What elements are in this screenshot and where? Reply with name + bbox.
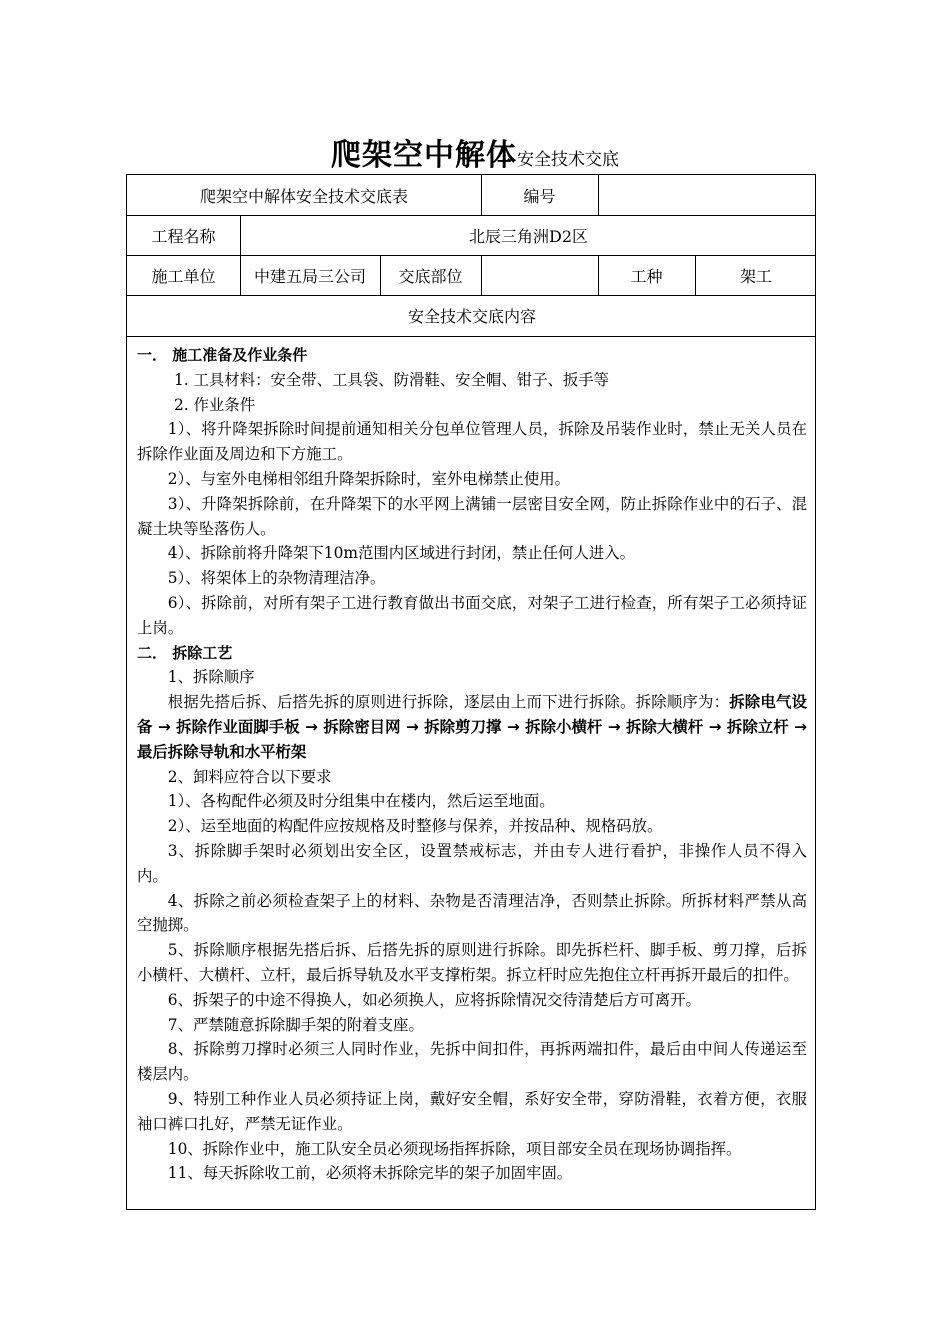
paragraph-text: 根据先搭后拆、后搭先拆的原则进行拆除，逐层由上而下进行拆除。拆除顺序为： <box>167 693 730 712</box>
paragraph: 9、特别工种作业人员必须持证上岗，戴好安全帽，系好安全带，穿防滑鞋，衣着方便，衣服袖口裤口扎好，严禁无证作业。 <box>137 1089 807 1133</box>
disclosure-table <box>126 174 816 1210</box>
paragraph: 2. 作业条件 <box>173 395 256 414</box>
paragraph: 1. 工具材料：安全带、工具袋、防滑鞋、安全帽、钳子、扳手等 <box>173 370 610 389</box>
paragraph: 10、拆除作业中，施工队安全员必须现场指挥拆除，项目部安全员在现场协调指挥。 <box>167 1139 742 1158</box>
number-value <box>598 175 817 215</box>
section-heading: 二． 拆除工艺 <box>137 643 233 662</box>
unit-value: 中建五局三公司 <box>253 266 366 286</box>
paragraph: 2）、与室外电梯相邻组升降架拆除时，室外电梯禁止使用。 <box>167 469 571 488</box>
row-divider <box>127 336 815 337</box>
paragraph: 2）、运至地面的构配件应按规格及时整修与保养，并按品种、规格码放。 <box>167 817 663 836</box>
form-name: 爬架空中解体安全技术交底表 <box>199 186 408 206</box>
paragraph: 2、卸料应符合以下要求 <box>167 767 332 786</box>
paragraph: 4）、拆除前将升降架下10m范围内区域进行封闭，禁止任何人进入。 <box>167 544 636 563</box>
location-label: 交底部位 <box>398 266 463 286</box>
trade-label: 工种 <box>630 266 663 286</box>
paragraph: 7、严禁随意拆除脚手架的附着支座。 <box>167 1015 424 1034</box>
project-value: 北辰三角洲D2区 <box>468 226 588 246</box>
unit-label: 施工单位 <box>151 266 216 286</box>
paragraph: 11、每天拆除收工前，必须将未拆除完毕的架子加固牢固。 <box>167 1164 573 1183</box>
paragraph: 1）、各构配件必须及时分组集中在楼内，然后运至地面。 <box>167 792 555 811</box>
content-header: 安全技术交底内容 <box>407 307 536 326</box>
location-value <box>481 255 598 295</box>
title-main: 爬架空中解体 <box>331 138 517 173</box>
disclosure-content <box>137 343 807 1186</box>
paragraph: 4、拆除之前必须检查架子上的材料、杂物是否清理洁净，否则禁止拆除。所拆材料严禁从高空抛掷。 <box>137 891 807 935</box>
paragraph: 6、拆架子的中途不得换人，如必须换人，应将拆除情况交待清楚后方可离开。 <box>167 990 701 1009</box>
paragraph: 3）、升降架拆除前，在升降架下的水平网上满铺一层密目安全网，防止拆除作业中的石子、混凝土块等坠落伤人。 <box>137 494 807 538</box>
document-title <box>0 130 950 174</box>
paragraph: 3、拆除脚手架时必须划出安全区，设置禁戒标志，并由专人进行看护，非操作人员不得入内。 <box>137 841 807 885</box>
removal-sequence: 拆除电气设备 → 拆除作业面脚手板 → 拆除密目网 → 拆除剪刀撑 → 拆除小横杆 → 拆除大横杆 → 拆除立杆 → 最后拆除导轨和水平桁架 <box>137 693 807 761</box>
section-heading: 一． 施工准备及作业条件 <box>137 346 308 364</box>
number-label: 编号 <box>523 186 556 206</box>
paragraph: 5）、将架体上的杂物清理洁净。 <box>167 569 386 588</box>
paragraph: 1）、将升降架拆除时间提前通知相关分包单位管理人员，拆除及吊装作业时，禁止无关人员在拆除作业面及周边和下方施工。 <box>137 420 807 464</box>
trade-value: 架工 <box>739 266 772 286</box>
paragraph: 5、拆除顺序根据先搭后拆、后搭先拆的原则进行拆除。即先拆栏杆、脚手板、剪刀撑，后拆小横杆、大横杆、立杆，最后拆导轨及水平支撑桁架。拆立杆时应先抱住立杆再拆开最后的扣件。 <box>137 941 807 984</box>
project-label: 工程名称 <box>151 226 216 246</box>
paragraph: 6）、拆除前，对所有架子工进行教育做出书面交底，对架子工进行检查，所有架子工必须持证上岗。 <box>137 593 807 637</box>
paragraph: 1、拆除顺序 <box>167 668 255 687</box>
paragraph: 8、拆除剪刀撑时必须三人同时作业，先拆中间扣件，再拆两端扣件，最后由中间人传递运至楼层内。 <box>137 1040 807 1084</box>
paragraph <box>137 690 807 764</box>
title-sub: 安全技术交底 <box>517 150 619 170</box>
